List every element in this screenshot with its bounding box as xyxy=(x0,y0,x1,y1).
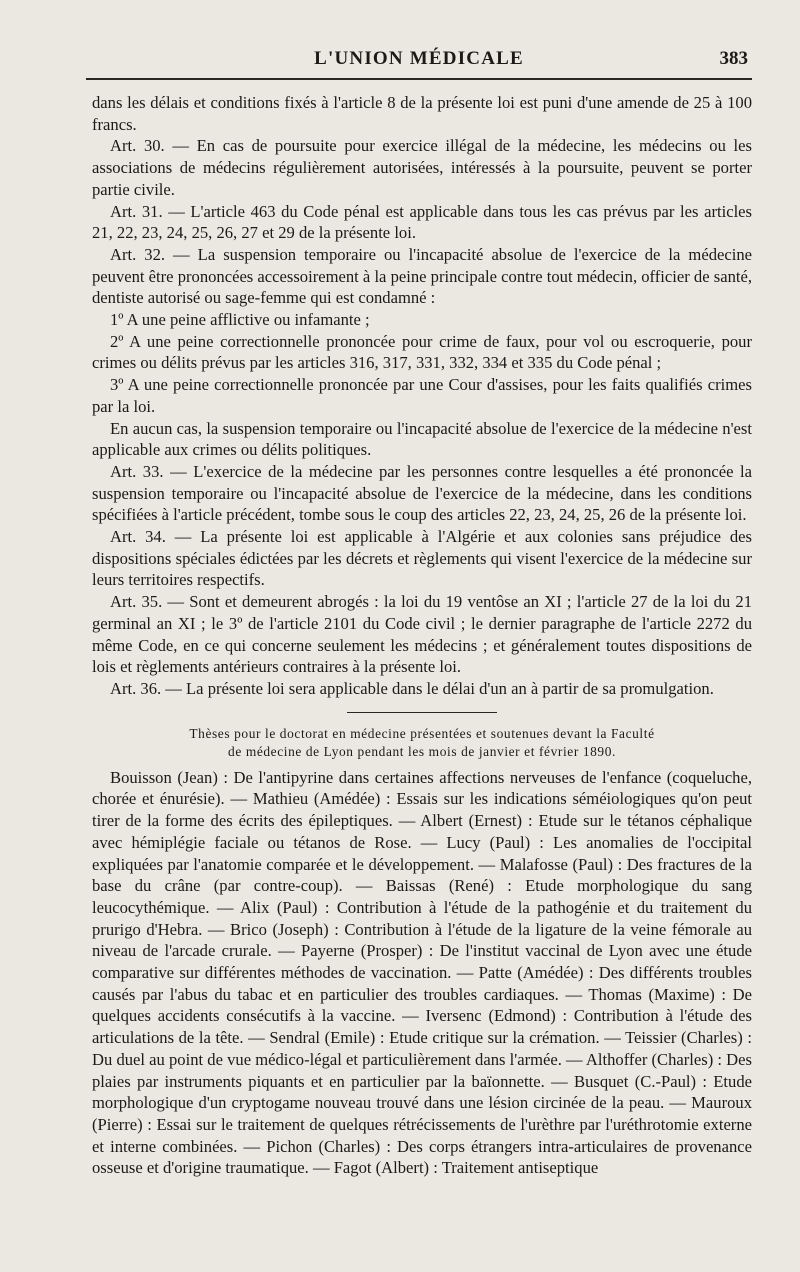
article-32: Art. 32. — La suspension temporaire ou l'incapacité absolue de l'exercice de la médecine peuvent être prononcées accessoirement à la peine principale contre tout médecin, officier de santé, dentiste autorisé ou sage-femme qui est condamné : xyxy=(92,244,752,308)
section-divider xyxy=(347,712,497,713)
paragraph-continuation: dans les délais et conditions fixés à l'article 8 de la présente loi est puni d'une amende de 25 à 100 francs. xyxy=(92,93,752,134)
article-34: Art. 34. — La présente loi est applicable à l'Algérie et aux colonies sans préjudice des dispositions spéciales édictées par les décrets et règlements qui visent l'exercice de la médecine sur leurs territoires respectifs. xyxy=(92,527,752,590)
article-32-item-3: 3º A une peine correctionnelle prononcée par une Cour d'assises, pour les faits qualifiés crimes par la loi. xyxy=(92,375,752,416)
page-number: 383 xyxy=(719,48,748,69)
journal-title: L'UNION MÉDICALE xyxy=(314,48,524,69)
article-36: Art. 36. — La présente loi sera applicable dans le délai d'un an à partir de sa promulgation. xyxy=(110,678,714,698)
theses-heading-line-2: de médecine de Lyon pendant les mois de janvier et février 1890. xyxy=(228,743,616,759)
article-35: Art. 35. — Sont et demeurent abrogés : la loi du 19 ventôse an XI ; l'article 27 de la loi du 21 germinal an XI ; le 3º de l'article 2101 du Code civil ; le dernier paragraphe de l'article 2272 du même Code, en ce qui concerne seulement les médecins ; et généralement toutes dispositions de lois et règlements antérieurs contraires à la présente loi. xyxy=(92,592,752,677)
article-32-item-2: 2º A une peine correctionnelle prononcée pour crime de faux, pour vol ou escroquerie, pour crimes ou délits prévus par les articles 316, 317, 331, 332, 334 et 335 du Code pénal ; xyxy=(92,331,752,373)
theses-heading xyxy=(92,725,752,761)
article-32-item-1: 1º A une peine afflictive ou infamante ; xyxy=(110,310,370,330)
running-header xyxy=(86,48,752,74)
article-30: Art. 30. — En cas de poursuite pour exercice illégal de la médecine, les médecins ou les associations de médecins régulièrement autorisées, intéressés à la poursuite, peuvent se porter partie civile. xyxy=(92,136,752,199)
article-body xyxy=(92,92,752,1179)
article-32-note: En aucun cas, la suspension temporaire ou l'incapacité absolue de l'exercice de la médecine n'est applicable aux crimes ou délits politiques. xyxy=(92,418,752,460)
article-33: Art. 33. — L'exercice de la médecine par les personnes contre lesquelles a été prononcée la suspension temporaire ou l'incapacité absolue de l'exercice de la médecine, dans les conditions spécifiées à l'article précédent, tombe sous le coup des articles 22, 23, 24, 25, 26 de la présente loi. xyxy=(92,461,752,525)
header-rule xyxy=(86,78,752,80)
article-31: Art. 31. — L'article 463 du Code pénal est applicable dans tous les cas prévus par les articles 21, 22, 23, 24, 25, 26, 27 et 29 de la présente loi. xyxy=(92,201,752,243)
theses-heading-line-1: Thèses pour le doctorat en médecine présentées et soutenues devant la Faculté xyxy=(189,725,655,741)
theses-list: Bouisson (Jean) : De l'antipyrine dans certaines affections nerveuses de l'enfance (coqueluche, chorée et énurésie). — Mathieu (Amédée) : Essais sur les indications séméiologiques qu'on peut tirer de la forme des écrits des épileptiques. — Albert (Ernest) : Etude sur le tétanos céphalique avec hémiplégie faciale ou tétanos de Rose. — Lucy (Paul) : Les anomalies de l'occipital expliquées par l'anatomie comparée et le développement. — Malafosse (Paul) : Des fractures de la base du crâne (par contre-coup). — Baissas (René) : Etude morphologique du sang leucocythémique. — Alix (Paul) : Contribution à l'étude de la pathogénie et du traitement du prurigo d'Hebra. — Brico (Joseph) : Contribution à l'étude de la ligature de la veine fémorale au niveau de l'arcade crurale. — Payerne (Prosper) : De l'institut vaccinal de Lyon avec une étude comparative sur différentes méthodes de vaccination. — Patte (Amédée) : Des différents troubles causés par l'abus du tabac et en particulier des troubles cardiaques. — Thomas (Maxime) : De quelques accidents consécutifs à la vaccine. — Iversenc (Edmond) : Contribution à l'étude des articulations de la tête. — Sendral (Emile) : Etude critique sur la crémation. — Teissier (Charles) : Du duel au point de vue médico-légal et particulièrement dans l'armée. — Althoffer (Charles) : Des plaies par instruments piquants et en particulier par la baïonnette. — Busquet (C.-Paul) : Etude morphologique d'un cryptogame nouveau trouvé dans une lésion circinée de la peau. — Mauroux (Pierre) : Essai sur le traitement de quelques rétrécissements de l'urèthre par l'uréthrotomie externe et interne combinées. — Pichon (Charles) : Des corps étrangers intra-articulaires de provenance osseuse et d'origine traumatique. — Fagot (Albert) : Traitement antiseptique xyxy=(92,767,752,1178)
